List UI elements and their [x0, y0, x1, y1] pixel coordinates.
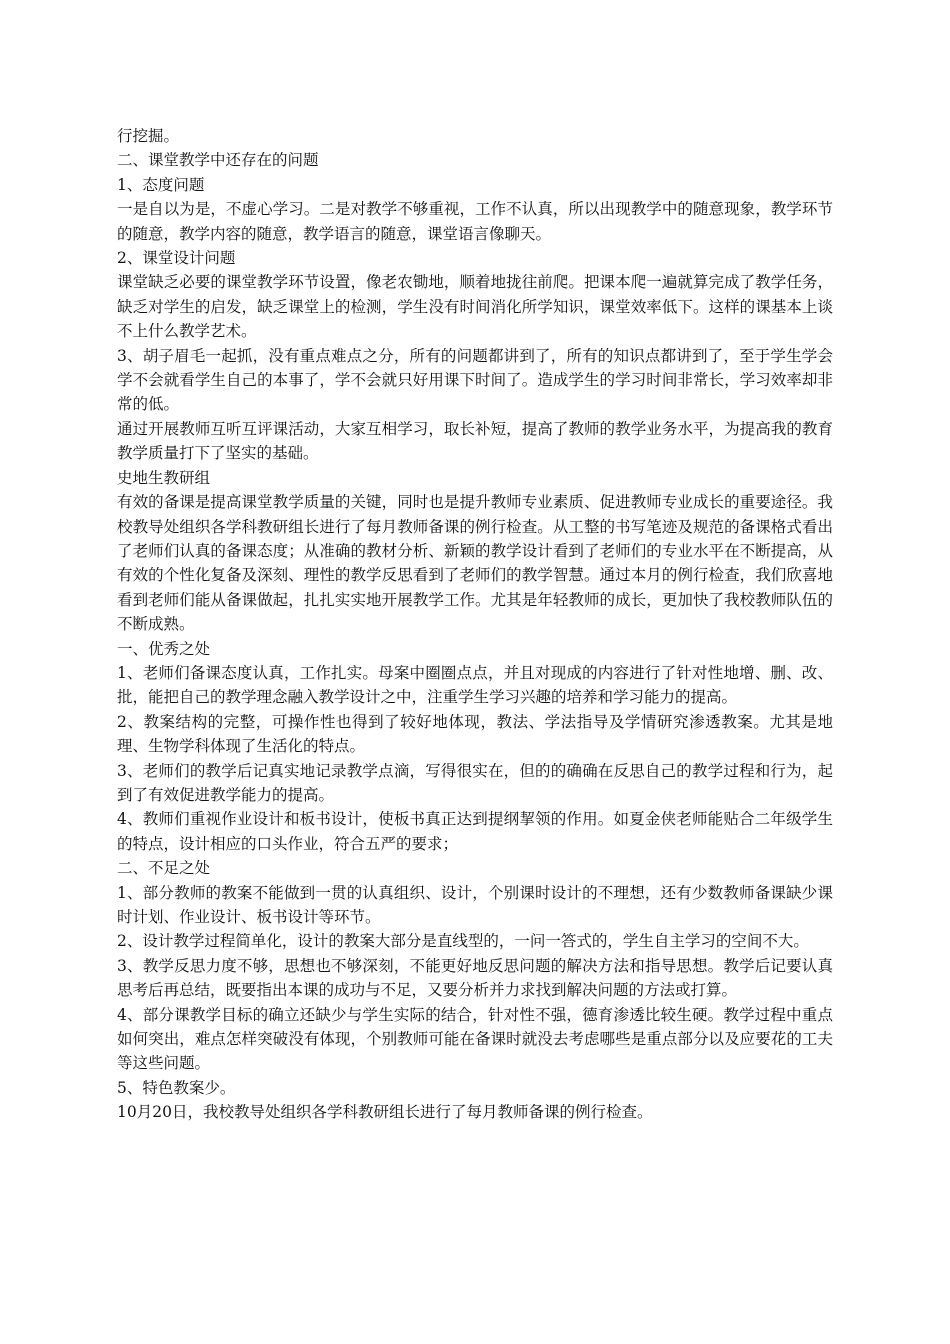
list-item: 1、部分教师的教案不能做到一贯的认真组织、设计，个别课时设计的不理想，还有少数教师备课缺少课时计划、作业设计、板书设计等环节。	[117, 883, 833, 926]
paragraph: 有效的备课是提高课堂教学质量的关键，同时也是提升教师专业素质、促进教师专业成长的重要途径。我校教导处组织各学科教研组长进行了每月教师备课的例行检查。从工整的书写笔迹及规范的备课格式看出了老师们认真的备课态度；从准确的教材分析、新颖的教学设计看到了老师们的专业水平在不断提高，从有效的个性化复备及深刻、理性的教学反思看到了老师们的教学智慧。通过本月的例行检查，我们欣喜地看到老师们能从备课做起，扎扎实实地开展教学工作。尤其是年轻教师的成长，更加快了我校教师队伍的不断成熟。	[117, 493, 833, 634]
list-item: 4、教师们重视作业设计和板书设计，使板书真正达到提纲挈领的作用。如夏金侠老师能贴合二年级学生的特点，设计相应的口头作业，符合五严的要求；	[117, 810, 833, 853]
list-item: 4、部分课教学目标的确立还缺少与学生实际的结合，针对性不强，德育渗透比较生硬。教学过程中重点如何突出，难点怎样突破没有体现，个别教师可能在备课时就没去考虑哪些是重点部分以及应要花的工夫等这些问题。	[117, 1005, 833, 1073]
paragraph: 一是自以为是，不虚心学习。二是对教学不够重视，工作不认真，所以出现教学中的随意现象，教学环节的随意，教学内容的随意，教学语言的随意，课堂语言像聊天。	[117, 200, 833, 243]
paragraph: 课堂缺乏必要的课堂教学环节设置，像老农锄地，顺着地拢往前爬。把课本爬一遍就算完成了教学任务，缺乏对学生的启发，缺乏课堂上的检测，学生没有时间消化所学知识，课堂效率低下。这样的课基本上谈不上什么教学艺术。	[117, 273, 833, 341]
list-item: 1、老师们备课态度认真，工作扎实。母案中圈圈点点，并且对现成的内容进行了针对性地增、删、改、批，能把自己的教学理念融入教学设计之中，注重学生学习兴趣的培养和学习能力的提高。	[117, 663, 833, 707]
section-heading: 二、课堂教学中还存在的问题	[117, 151, 319, 170]
list-item: 3、教学反思力度不够，思想也不够深刻，不能更好地反思问题的解决方法和指导思想。教学后记要认真思考后再总结，既要指出本课的成功与不足，又要分析并力求找到解决问题的方法或打算。	[117, 956, 833, 1000]
document-body	[117, 124, 833, 1125]
section-heading: 二、不足之处	[117, 859, 211, 878]
list-item: 3、老师们的教学后记真实地记录教学点滴，写得很实在，但的的确确在反思自己的教学过程和行为，起到了有效促进教学能力的提高。	[117, 761, 833, 804]
list-item: 2、设计教学过程简单化，设计的教案大部分是直线型的，一问一答式的，学生自主学习的空间不大。	[117, 932, 809, 951]
paragraph: 10月20日，我校教导处组织各学科教研组长进行了每月教师备课的例行检查。	[117, 1103, 653, 1122]
list-item: 5、特色教案少。	[117, 1078, 236, 1097]
paragraph: 行挖掘。	[117, 127, 180, 145]
subsection-heading: 1、态度问题	[117, 175, 205, 194]
group-heading: 史地生教研组	[117, 468, 211, 487]
paragraph: 3、胡子眉毛一起抓，没有重点难点之分，所有的问题都讲到了，所有的知识点都讲到了，至于学生学会学不会就看学生自己的本事了，学不会就只好用课下时间了。造成学生的学习时间非常长，学习效率却非常的低。	[117, 346, 833, 414]
paragraph: 通过开展教师互听互评课活动，大家互相学习，取长补短，提高了教师的教学业务水平，为提高我的教育教学质量打下了坚实的基础。	[117, 419, 833, 463]
section-heading: 一、优秀之处	[117, 639, 211, 658]
subsection-heading: 2、课堂设计问题	[117, 249, 236, 268]
list-item: 2、教案结构的完整，可操作性也得到了较好地体现，教法、学法指导及学情研究渗透教案。尤其是地理、生物学科体现了生活化的特点。	[117, 712, 833, 756]
